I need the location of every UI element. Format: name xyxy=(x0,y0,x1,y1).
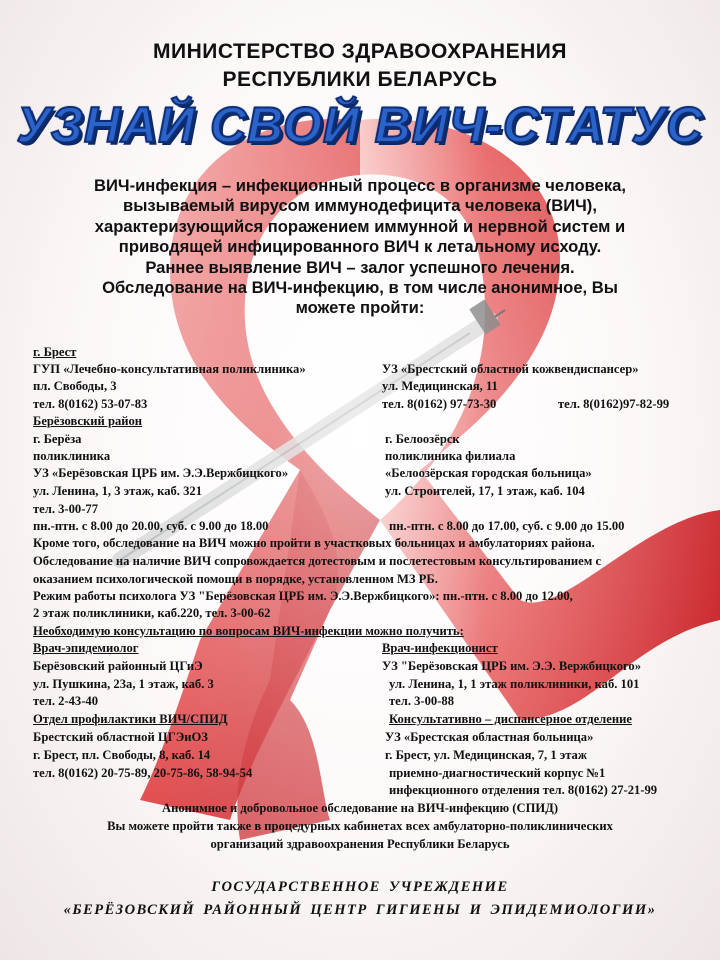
district-left-hours: пн.-птн. с 8.00 до 20.00, суб. с 9.00 до 18.00 xyxy=(33,519,269,533)
district-left-name: УЗ «Берёзовская ЦРБ им. Э.Э.Вержбицкого» xyxy=(33,466,289,480)
prevention-right-building: приемно-диагностический корпус №1 xyxy=(389,766,606,780)
prevention-left-address: г. Брест, пл. Свободы, 8, каб. 14 xyxy=(33,748,211,762)
district-left-type: поликлиника xyxy=(33,449,111,463)
district-left-address: ул. Ленина, 1, 3 этаж, каб. 321 xyxy=(33,484,202,498)
consult-heading: Необходимую консультацию по вопросам ВИЧ-инфекции можно получить: xyxy=(33,624,464,638)
headline xyxy=(0,96,720,154)
district-right-hours: пн.-птн. с 8.00 до 17.00, суб. с 9.00 до 15.00 xyxy=(389,519,625,533)
district-right-address: ул. Строителей, 17, 1 этаж, каб. 104 xyxy=(385,484,585,498)
brest-left-name: ГУП «Лечебно-консультативная поликлиника» xyxy=(33,362,306,376)
intro-line: Обследование на ВИЧ-инфекцию, в том числе анонимное, Вы xyxy=(102,278,618,298)
intro-line: Раннее выявление ВИЧ – залог успешного лечения. xyxy=(145,257,575,277)
ministry-line-2: РЕСПУБЛИКИ БЕЛАРУСЬ xyxy=(222,68,498,91)
closing-line: Вы можете пройти также в процедурных кабинетах всех амбулаторно-поликлинических xyxy=(107,819,613,833)
footer-line-2: «БЕРЁЗОВСКИЙ РАЙОННЫЙ ЦЕНТР ГИГИЕНЫ И ЭПИДЕМИОЛОГИИ» xyxy=(63,902,657,918)
note-line: Режим работы психолога УЗ "Берёзовская ЦРБ им. Э.Э.Вержбицкого»: пн.-птн. с 8.00 до 12.00, xyxy=(33,589,573,603)
brest-left-address: пл. Свободы, 3 xyxy=(33,379,117,393)
brest-right-phone-2: тел. 8(0162)97-82-99 xyxy=(558,397,670,411)
consult-right-title: Врач-инфекционист xyxy=(382,641,498,655)
district-left-phone: тел. 3-00-77 xyxy=(33,502,99,516)
prevention-right-name: УЗ «Брестская областная больница» xyxy=(385,730,594,744)
note-line: Кроме того, обследование на ВИЧ можно пройти в участковых больницах и амбулаториях района. xyxy=(33,536,595,550)
intro-line: можете пройти: xyxy=(295,298,425,318)
consult-left-name: Берёзовский районный ЦГиЭ xyxy=(33,659,203,673)
intro-line: характеризующийся поражением иммунной и нервной систем и xyxy=(94,216,626,236)
closing-line: организаций здравоохранения Республики Беларусь xyxy=(210,837,510,851)
brest-right-phone-1: тел. 8(0162) 97-73-30 xyxy=(382,397,497,411)
prevention-right-address: г. Брест, ул. Медицинская, 7, 1 этаж xyxy=(385,748,587,762)
footer-line-1: ГОСУДАРСТВЕННОЕ УЧРЕЖДЕНИЕ xyxy=(211,879,509,895)
brest-right-name: УЗ «Брестский областной кожвендиспансер» xyxy=(382,362,639,376)
closing-line: Анонимное и добровольное обследование на ВИЧ-инфекцию (СПИД) xyxy=(161,801,559,815)
intro-text xyxy=(40,176,680,319)
headline-text: УЗНАЙ СВОЙ ВИЧ-СТАТУС xyxy=(16,97,704,153)
district-right-type: поликлиника филиала xyxy=(385,449,516,463)
district-right-name: «Белоозёрская городская больница» xyxy=(385,466,592,480)
prevention-left-name: Брестский областной ЦГЭиОЗ xyxy=(33,730,208,744)
consult-left-phone: тел. 2-43-40 xyxy=(33,694,99,708)
intro-line: приводящей инфицированного ВИЧ к летальному исходу. xyxy=(118,237,602,257)
consult-right-name: УЗ "Берёзовская ЦРБ им. Э.Э. Вержбицкого» xyxy=(382,659,641,673)
consult-right-address: ул. Ленина, 1, 1 этаж поликлиники, каб. 101 xyxy=(389,677,640,691)
prevention-left-phone: тел. 8(0162) 20-75-89, 20-75-86, 58-94-54 xyxy=(33,766,253,780)
district-heading: Берёзовский район xyxy=(33,414,143,428)
note-line: оказанием психологической помощи в порядке, установленном МЗ РБ. xyxy=(33,572,438,586)
brest-left-phone: тел. 8(0162) 53-07-83 xyxy=(33,397,148,411)
prevention-left-title: Отдел профилактики ВИЧ/СПИД xyxy=(33,712,228,726)
consult-right-phone: тел. 3-00-88 xyxy=(389,694,455,708)
prevention-right-department: инфекционного отделения тел. 8(0162) 27-21-99 xyxy=(389,783,658,797)
note-line: Обследование на наличие ВИЧ сопровождается дотестовым и послетестовым консультированием с xyxy=(33,554,602,568)
consult-left-title: Врач-эпидемиолог xyxy=(33,641,139,655)
prevention-right-title: Консультативно – диспансерное отделение xyxy=(389,712,632,726)
district-right-city: г. Белоозёрск xyxy=(385,432,460,446)
district-left-city: г. Берёза xyxy=(33,432,82,446)
brest-right-address: ул. Медицинская, 11 xyxy=(382,379,498,393)
intro-line: ВИЧ-инфекция – инфекционный процесс в организме человека, xyxy=(94,176,626,195)
ministry-line-1: МИНИСТЕРСТВО ЗДРАВООХРАНЕНИЯ xyxy=(153,40,567,63)
note-line: 2 этаж поликлиники, каб.220, тел. 3-00-62 xyxy=(33,606,271,620)
consult-left-address: ул. Пушкина, 23а, 1 этаж, каб. 3 xyxy=(33,677,214,691)
intro-line: вызываемый вирусом иммунодефицита человека (ВИЧ), xyxy=(123,196,597,216)
brest-heading: г. Брест xyxy=(33,345,77,359)
